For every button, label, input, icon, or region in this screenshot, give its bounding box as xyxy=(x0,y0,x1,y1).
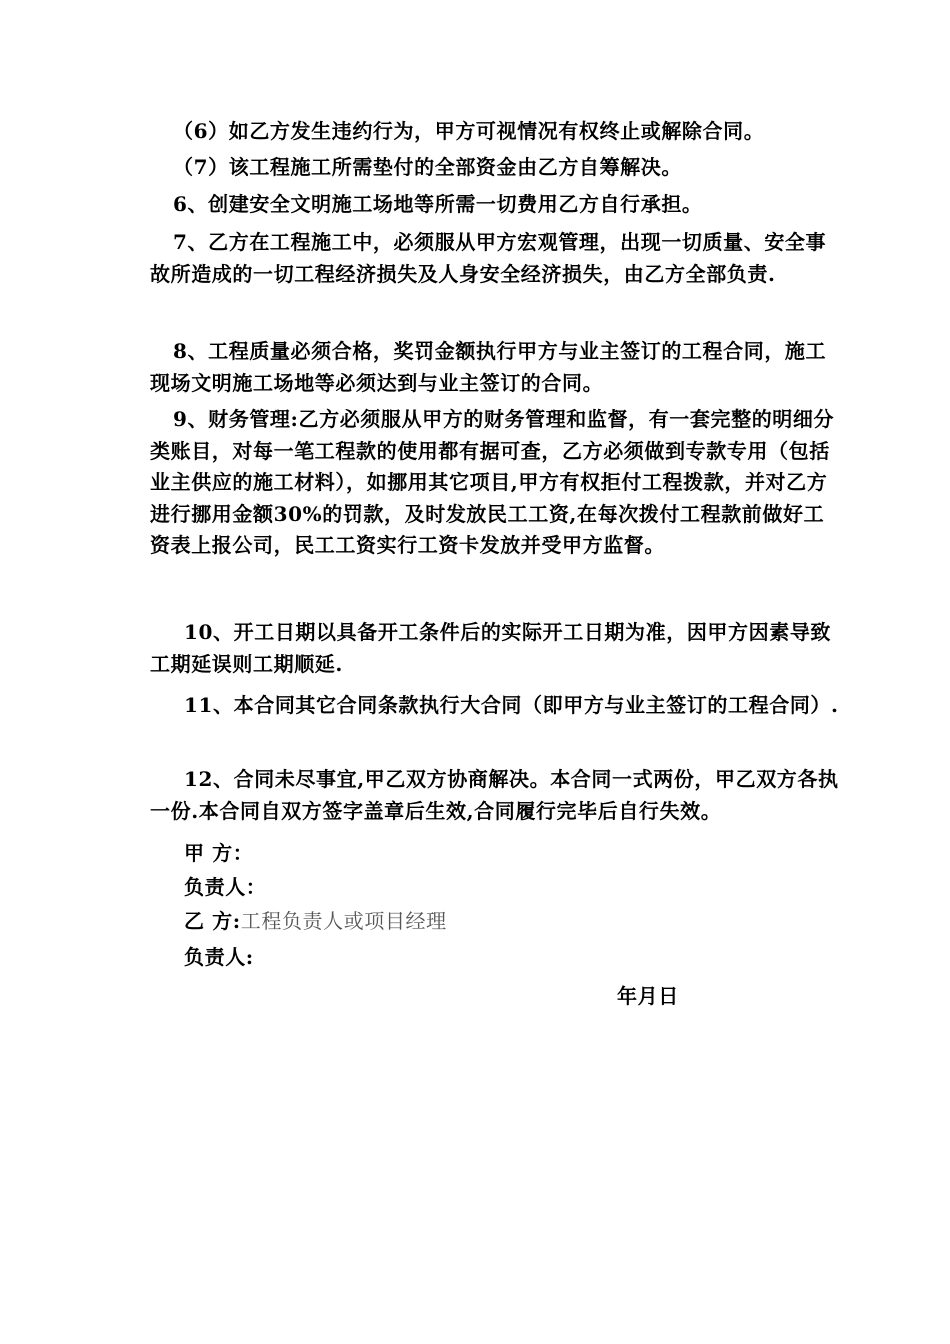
clause-12: 12、合同未尽事宜,甲乙双方协商解决。本合同一式两份，甲乙双方各执一份.本合同自双方签字盖章后生效,合同履行完毕后自行失效。 xyxy=(150,767,839,823)
clause-7: 7、乙方在工程施工中，必须服从甲方宏观管理，出现一切质量、安全事故所造成的一切工程经济损失及人身安全经济损失，由乙方全部负责. xyxy=(150,230,827,286)
clause-8: 8、工程质量必须合格，奖罚金额执行甲方与业主签订的工程合同，施工现场文明施工场地等必须达到与业主签订的合同。 xyxy=(150,339,827,395)
party-b-value: 工程负责人或项目经理 xyxy=(240,909,447,933)
clause-7-sub: （7）该工程施工所需垫付的全部资金由乙方自筹解决。 xyxy=(173,155,682,179)
clause-6-sub: （6）如乙方发生违约行为，甲方可视情况有权终止或解除合同。 xyxy=(173,119,765,143)
clause-10: 10、开工日期以具备开工条件后的实际开工日期为准，因甲方因素导致工期延误则工期顺延. xyxy=(150,620,832,676)
date-line: 年月日 xyxy=(617,984,679,1008)
party-b-line xyxy=(150,906,840,938)
party-a-label: 甲 方： xyxy=(184,841,254,865)
party-b-responsible: 负责人: xyxy=(184,945,254,969)
party-a-responsible: 负责人： xyxy=(184,875,267,899)
clause-6: 6、创建安全文明施工场地等所需一切费用乙方自行承担。 xyxy=(173,192,703,216)
clause-9: 9、财务管理:乙方必须服从甲方的财务管理和监督，有一套完整的明细分类账目，对每一笔工程款的使用都有据可查，乙方必须做到专款专用（包括业主供应的施工材料），如挪用其它项目,甲方有权拒付工程拨款，并对乙方进行挪用金额30%的罚款，及时发放民工工资,在每次拨付工程款前做好工资表上报公司，民工工资实行工资卡发放并受甲方监督。 xyxy=(150,407,835,557)
clause-11: 11、本合同其它合同条款执行大合同（即甲方与业主签订的工程合同）. xyxy=(184,693,839,717)
party-b-label: 乙 方: xyxy=(184,909,241,933)
